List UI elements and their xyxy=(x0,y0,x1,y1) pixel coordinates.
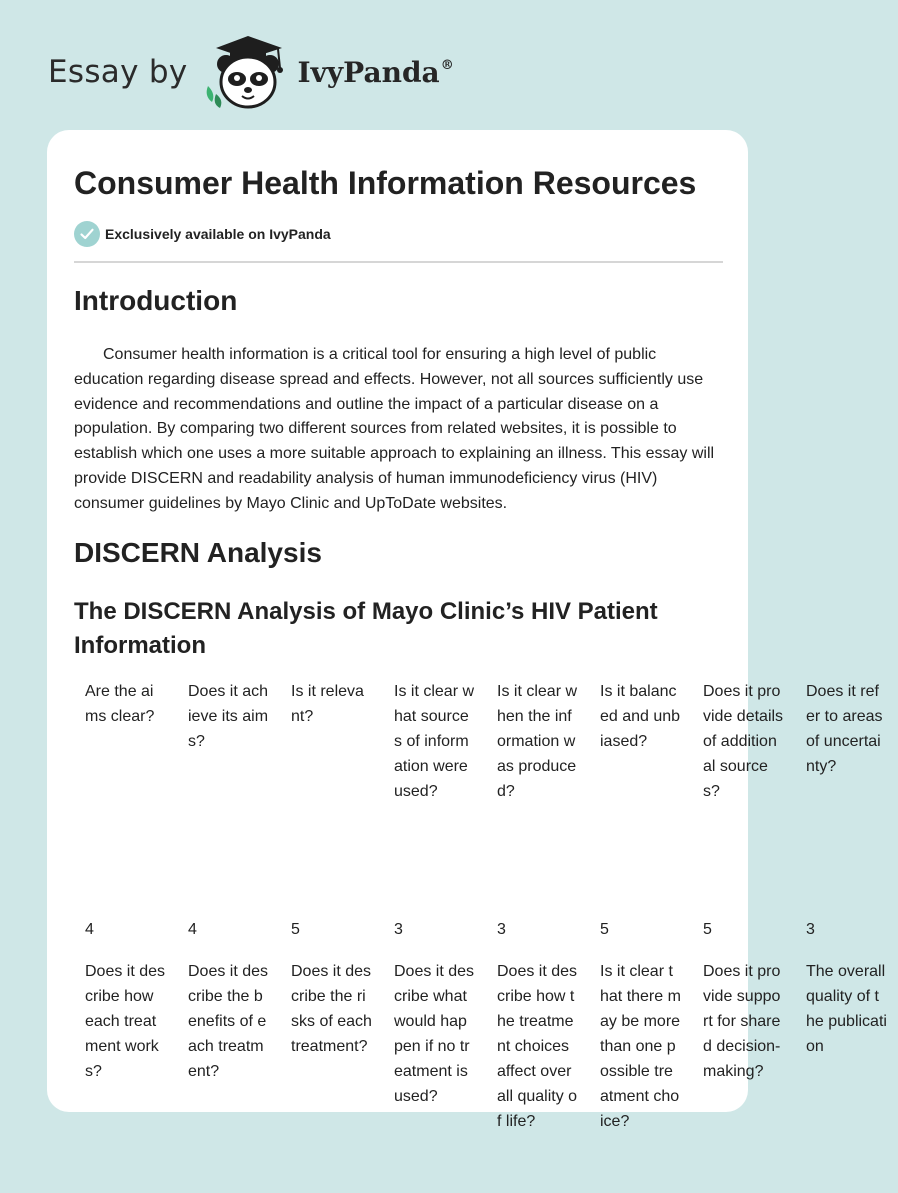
table-row xyxy=(74,955,898,1193)
table-cell: Does it describe the risks of each treatment? xyxy=(291,963,372,1055)
table-row xyxy=(74,913,898,955)
brand-logo[interactable] xyxy=(48,36,454,108)
discern-table xyxy=(74,675,898,1193)
table-cell: Does it achieve its aims? xyxy=(188,683,269,750)
score-cell: 3 xyxy=(806,921,815,938)
divider xyxy=(74,261,723,263)
table-cell: Does it describe how the treatment choices affect overall quality of life? xyxy=(497,963,578,1130)
table-row xyxy=(74,675,898,913)
score-cell: 5 xyxy=(703,921,712,938)
panda-mascot-icon xyxy=(202,34,294,110)
table-cell: Does it provide support for shared decision-making? xyxy=(703,963,781,1080)
table-cell: Is it clear that there may be more than one possible treatment choice? xyxy=(600,963,681,1130)
availability-badge xyxy=(74,221,331,247)
introduction-paragraph: Consumer health information is a critical tool for ensuring a high level of public education regarding disease spread and effects. However, not all sources sufficiently use evidence and recommendations and outline the impact of a particular disease on a population. By comparing two different sources from related websites, it is possible to establish which one uses a more suitable approach to explaining an illness. This essay will provide DISCERN and readability analysis of human immunodeficiency virus (HIV) consumer guidelines by Mayo Clinic and UpToDate websites. xyxy=(74,346,715,512)
table-cell: Does it provide details of additional sources? xyxy=(703,683,784,800)
score-cell: 4 xyxy=(85,921,94,938)
essay-card xyxy=(47,130,887,1130)
table-cell: Is it balanced and unbiased? xyxy=(600,683,681,750)
brand-prefix: Essay by xyxy=(48,54,188,90)
score-cell: 5 xyxy=(291,921,300,938)
score-cell: 3 xyxy=(394,921,403,938)
check-icon xyxy=(74,221,100,247)
registered-mark: ® xyxy=(440,57,454,73)
score-cell: 4 xyxy=(188,921,197,938)
table-cell: Does it describe how each treatment works? xyxy=(85,963,166,1080)
table-cell: Does it describe what would happen if no treatment is used? xyxy=(394,963,475,1105)
table-cell: Is it relevant? xyxy=(291,683,364,725)
table-cell: Is it clear when the information was produced? xyxy=(497,683,578,800)
table-cell: Does it refer to areas of uncertainty? xyxy=(806,683,883,775)
introduction-heading: Introduction xyxy=(74,285,238,316)
score-cell: 5 xyxy=(600,921,609,938)
brand-name: IvyPanda® xyxy=(297,55,454,89)
table-cell: Does it describe the benefits of each treatment? xyxy=(188,963,269,1080)
discern-heading: DISCERN Analysis xyxy=(74,537,322,568)
discern-subheading: The DISCERN Analysis of Mayo Clinic’s HIV Patient Information xyxy=(74,598,658,659)
table-cell: The overall quality of the publication xyxy=(806,963,887,1055)
page-title: Consumer Health Information Resources xyxy=(74,165,697,201)
table-cell: Are the aims clear? xyxy=(85,683,155,725)
availability-text: Exclusively available on IvyPanda xyxy=(105,226,331,242)
table-cell: Is it clear what sources of information were used? xyxy=(394,683,475,800)
score-cell: 3 xyxy=(497,921,506,938)
